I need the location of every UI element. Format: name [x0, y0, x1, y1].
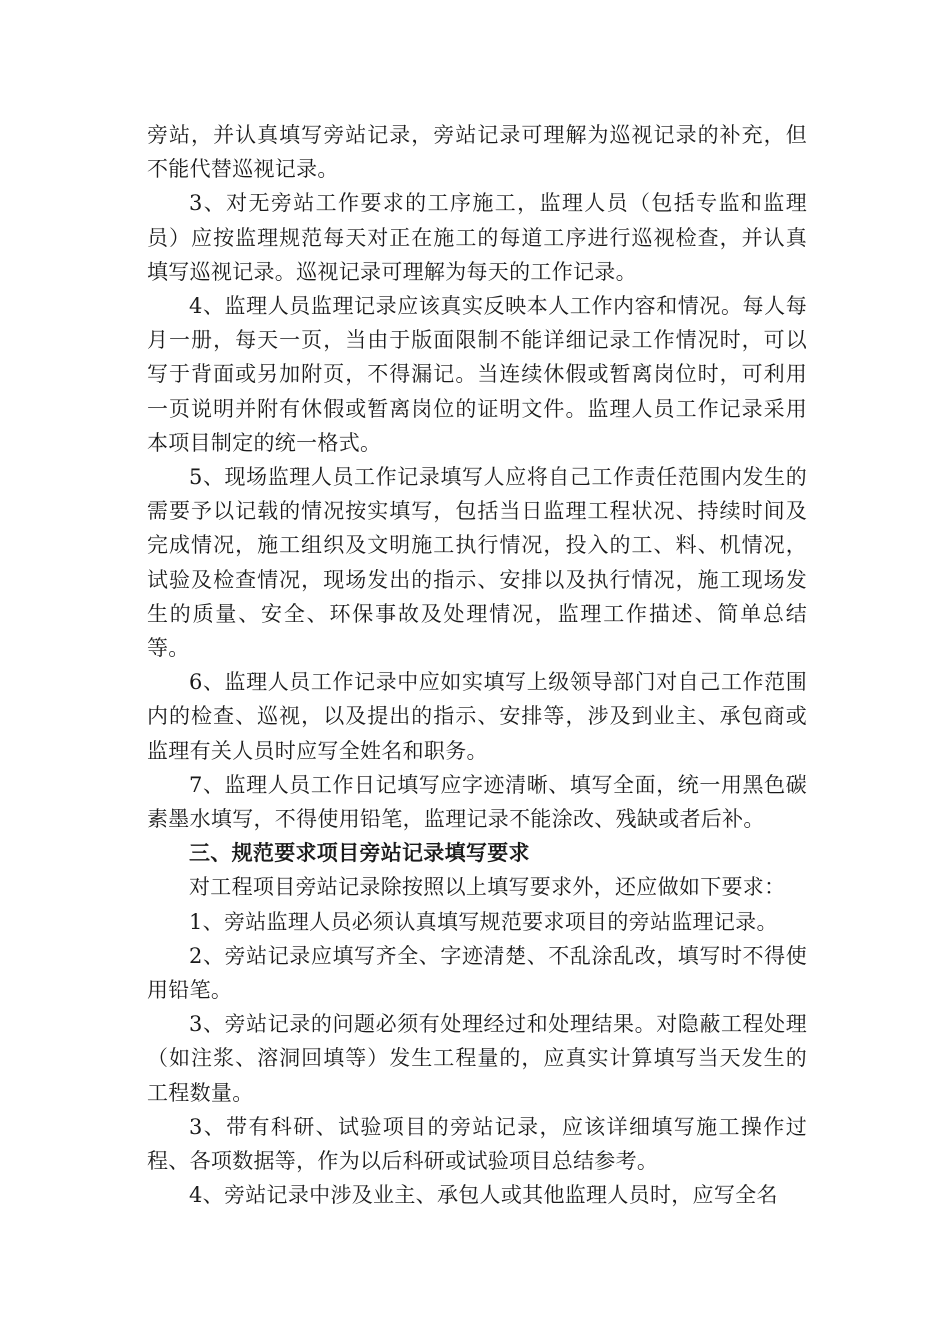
- section-heading: 三、规范要求项目旁站记录填写要求: [189, 841, 530, 866]
- section-item-2: 2、旁站记录应填写齐全、字迹清楚、不乱涂乱改，填写时不得使用铅笔。: [147, 943, 807, 1003]
- paragraph-item-7: 7、监理人员工作日记填写应字迹清晰、填写全面，统一用黑色碳素墨水填写，不得使用铅笔，监理记录不能涂改、残缺或者后补。: [147, 772, 807, 832]
- section-item-3a: 3、旁站记录的问题必须有处理经过和处理结果。对隐蔽工程处理（如注浆、溶洞回填等）发生工程量的，应真实计算填写当天发生的工程数量。: [147, 1012, 807, 1105]
- document-page: [147, 118, 807, 1213]
- section-item-1: 1、旁站监理人员必须认真填写规范要求项目的旁站监理记录。: [189, 909, 778, 934]
- section-intro-paragraph: 对工程项目旁站记录除按照以上填写要求外，还应做如下要求：: [189, 875, 786, 900]
- section-item-4: 4、旁站记录中涉及业主、承包人或其他监理人员时，应写全名: [189, 1183, 778, 1208]
- section-item-3b: 3、带有科研、试验项目的旁站记录，应该详细填写施工操作过程、各项数据等，作为以后科研或试验项目总结参考。: [147, 1114, 807, 1174]
- paragraph-continuation: 旁站，并认真填写旁站记录，旁站记录可理解为巡视记录的补充，但不能代替巡视记录。: [147, 123, 807, 182]
- paragraph-item-3: 3、对无旁站工作要求的工序施工，监理人员（包括专监和监理员）应按监理规范每天对正在施工的每道工序进行巡视检查，并认真填写巡视记录。巡视记录可理解为每天的工作记录。: [147, 191, 807, 284]
- paragraph-item-5: 5、现场监理人员工作记录填写人应将自己工作责任范围内发生的需要予以记载的情况按实填写，包括当日监理工程状况、持续时间及完成情况，施工组织及文明施工执行情况，投入的工、料、机情况，试验及检查情况，现场发出的指示、安排以及执行情况，施工现场发生的质量、安全、环保事故及处理情况，监理工作描述、简单总结等。: [147, 465, 807, 661]
- paragraph-item-6: 6、监理人员工作记录中应如实填写上级领导部门对自己工作范围内的检查、巡视，以及提出的指示、安排等，涉及到业主、承包商或监理有关人员时应写全姓名和职务。: [147, 670, 807, 763]
- paragraph-item-4: 4、监理人员监理记录应该真实反映本人工作内容和情况。每人每月一册，每天一页，当由于版面限制不能详细记录工作情况时，可以写于背面或另加附页，不得漏记。当连续休假或暂离岗位时，可利用一页说明并附有休假或暂离岗位的证明文件。监理人员工作记录采用本项目制定的统一格式。: [147, 294, 807, 455]
